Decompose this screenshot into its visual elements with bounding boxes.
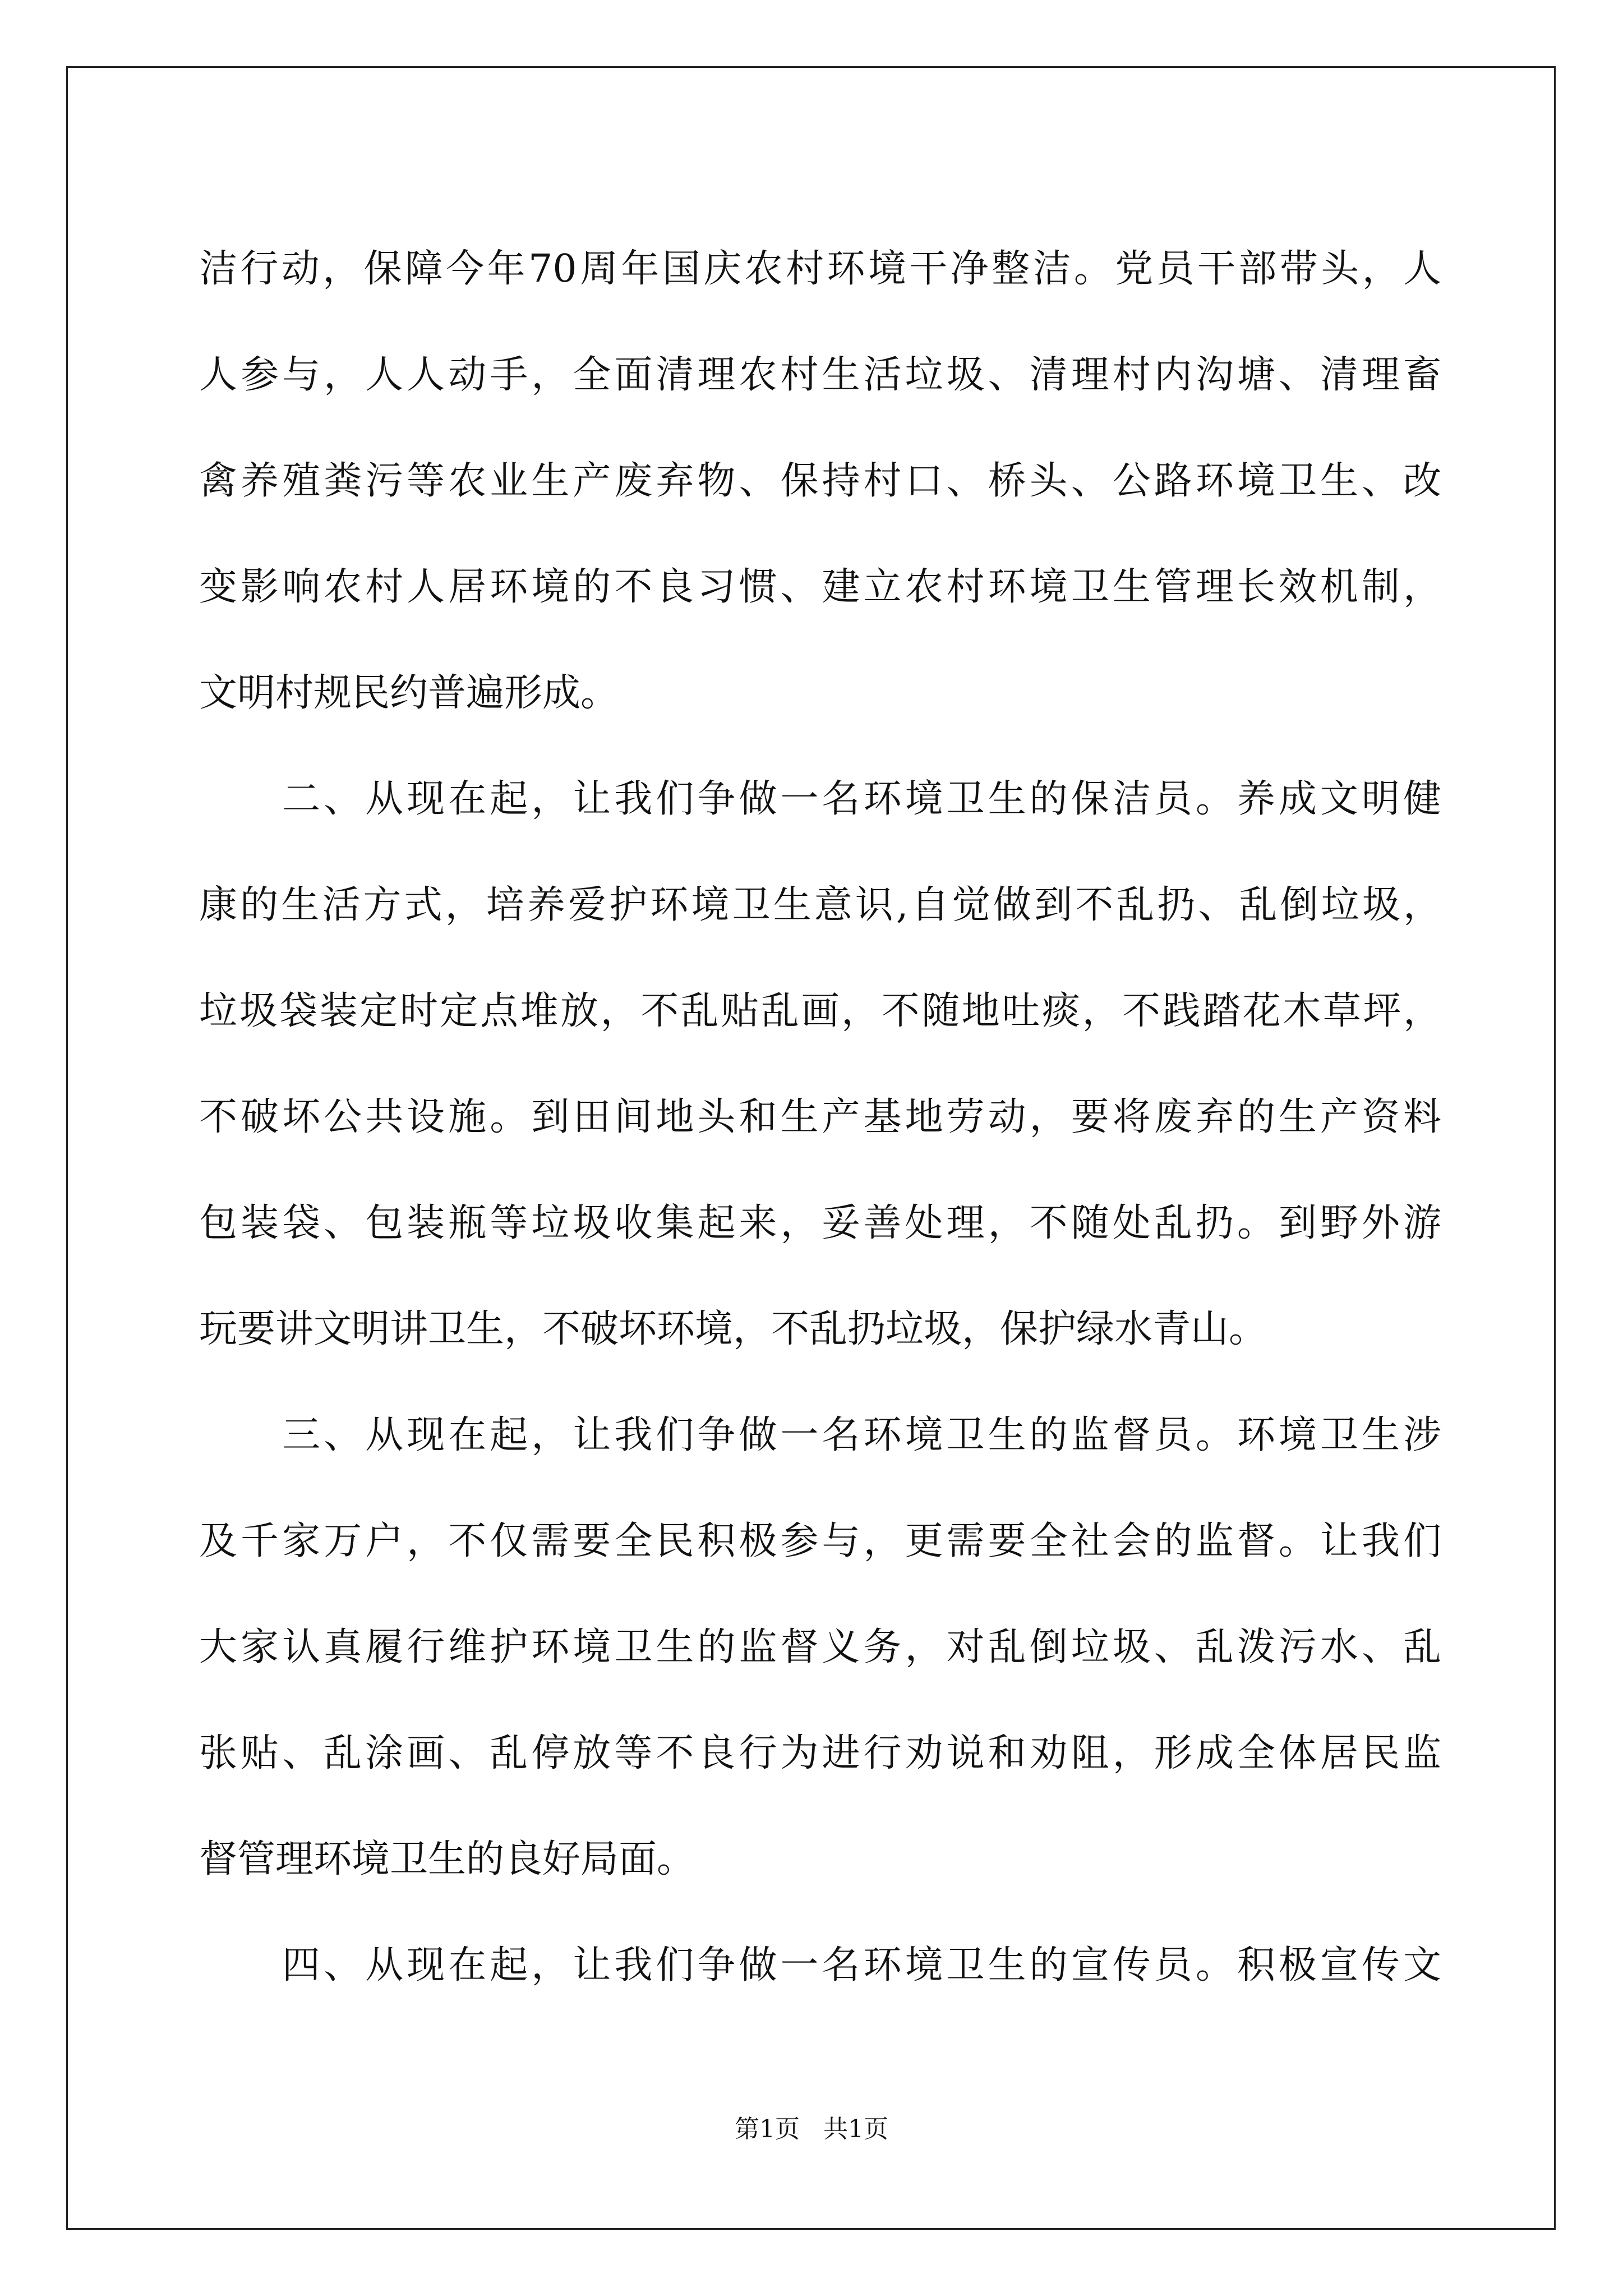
text-line: 不破坏公共设施。到田间地头和生产基地劳动，要将废弃的生产资料	[199, 1095, 1441, 1139]
text-line: 张贴、乱涂画、乱停放等不良行为进行劝说和劝阻，形成全体居民监	[199, 1731, 1441, 1775]
page-footer: 第1页 共1页	[735, 2115, 888, 2143]
text-line: 督管理环境卫生的良好局面。	[199, 1837, 695, 1881]
document-body	[199, 216, 1441, 2018]
text-line: 人参与，人人动手，全面清理农村生活垃圾、清理村内沟塘、清理畜	[199, 353, 1441, 397]
text-line: 变影响农村人居环境的不良习惯、建立农村环境卫生管理长效机制，	[199, 565, 1441, 609]
text-line: 四、从现在起，让我们争做一名环境卫生的宣传员。积极宣传文	[199, 1943, 1441, 1987]
text-line: 垃圾袋装定时定点堆放，不乱贴乱画，不随地吐痰，不践踏花木草坪，	[199, 989, 1441, 1033]
text-line: 文明村规民约普遍形成。	[199, 671, 619, 715]
text-line: 玩要讲文明讲卫生，不破坏环境，不乱扔垃圾，保护绿水青山。	[199, 1307, 1267, 1351]
text-line: 洁行动，保障今年70周年国庆农村环境干净整洁。党员干部带头，人	[199, 247, 1441, 291]
text-line: 包装袋、包装瓶等垃圾收集起来，妥善处理，不随处乱扔。到野外游	[199, 1201, 1441, 1245]
text-line: 大家认真履行维护环境卫生的监督义务，对乱倒垃圾、乱泼污水、乱	[199, 1625, 1441, 1669]
text-line: 二、从现在起，让我们争做一名环境卫生的保洁员。养成文明健	[199, 777, 1441, 821]
text-line: 及千家万户，不仅需要全民积极参与，更需要全社会的监督。让我们	[199, 1519, 1441, 1563]
text-line: 康的生活方式，培养爱护环境卫生意识,自觉做到不乱扔、乱倒垃圾，	[199, 883, 1441, 927]
text-line: 禽养殖粪污等农业生产废弃物、保持村口、桥头、公路环境卫生、改	[199, 459, 1441, 503]
text-line: 三、从现在起，让我们争做一名环境卫生的监督员。环境卫生涉	[199, 1413, 1441, 1457]
